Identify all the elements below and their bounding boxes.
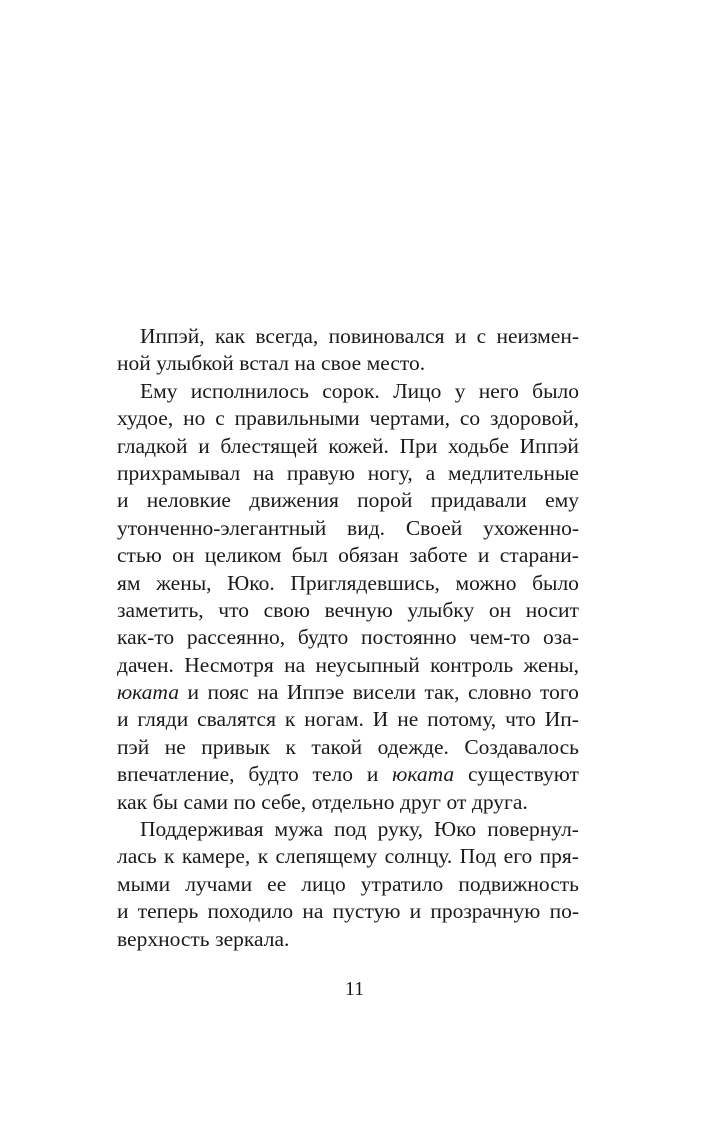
word: себе, bbox=[261, 789, 307, 814]
word: ее bbox=[267, 871, 287, 896]
text-line bbox=[117, 871, 579, 898]
word: он bbox=[488, 597, 512, 622]
text-line bbox=[117, 706, 579, 733]
word: вечную bbox=[324, 597, 393, 622]
word: Под bbox=[459, 844, 497, 869]
word: и bbox=[366, 762, 379, 787]
word: к bbox=[257, 844, 269, 869]
word: мужа bbox=[274, 817, 323, 842]
text-line bbox=[117, 761, 579, 788]
word: и bbox=[117, 899, 129, 924]
word: заботе bbox=[409, 543, 468, 568]
word: лась bbox=[117, 844, 157, 869]
word: встал bbox=[239, 351, 289, 376]
word: к bbox=[164, 844, 175, 869]
word: походило bbox=[207, 899, 294, 924]
word: правильными bbox=[234, 406, 360, 431]
word: Поддерживая bbox=[140, 817, 264, 842]
word: мыми bbox=[117, 871, 171, 896]
word: верхность bbox=[117, 926, 210, 951]
word: улыбку bbox=[407, 597, 475, 622]
word: слепящему bbox=[275, 844, 378, 869]
word: Юко. bbox=[227, 570, 275, 595]
word: порой bbox=[357, 488, 413, 513]
word: пояс bbox=[207, 680, 249, 705]
word: его bbox=[503, 844, 533, 869]
word: неловкие bbox=[146, 488, 231, 513]
word: под bbox=[334, 817, 367, 842]
word: пустую bbox=[332, 899, 401, 924]
text-line bbox=[117, 898, 579, 925]
text-line bbox=[117, 405, 579, 432]
word: неизмен- bbox=[496, 324, 579, 348]
word: правую bbox=[286, 460, 355, 485]
word: не bbox=[164, 734, 186, 759]
word: него bbox=[478, 378, 519, 403]
word: утратило bbox=[360, 871, 444, 896]
word: дачен. bbox=[117, 652, 174, 677]
word: утонченно-элегантный bbox=[117, 515, 327, 540]
text-line bbox=[117, 789, 579, 816]
word: с bbox=[476, 324, 487, 348]
word: ходьбе bbox=[448, 433, 510, 458]
word: и bbox=[117, 488, 129, 513]
word: При bbox=[399, 433, 438, 458]
word: как bbox=[117, 789, 148, 814]
word: контроль bbox=[430, 652, 514, 677]
text-line bbox=[117, 542, 579, 569]
word: к bbox=[285, 734, 296, 759]
word: лицо bbox=[301, 871, 346, 896]
word: так, bbox=[424, 680, 460, 705]
word: Своей bbox=[405, 515, 463, 540]
word: неусыпный bbox=[315, 652, 420, 677]
word: старани- bbox=[499, 543, 579, 568]
word: вид. bbox=[347, 515, 386, 540]
text-line bbox=[117, 926, 579, 953]
word: на bbox=[302, 899, 324, 924]
word: такой bbox=[311, 734, 363, 759]
word: носит bbox=[525, 597, 579, 622]
text-line bbox=[117, 487, 579, 514]
word: висели bbox=[352, 680, 416, 705]
word: Юко bbox=[433, 817, 477, 842]
word: а bbox=[425, 460, 436, 485]
word: Ип- bbox=[544, 707, 579, 732]
word: что bbox=[218, 597, 249, 622]
word: прихрамывал bbox=[117, 460, 241, 485]
text-line bbox=[117, 679, 579, 706]
word: Иппэй, bbox=[140, 324, 205, 348]
word: гляди bbox=[137, 707, 189, 732]
word: всегда, bbox=[255, 324, 319, 348]
word: что bbox=[505, 707, 536, 732]
word: по- bbox=[549, 899, 579, 924]
text-line bbox=[117, 843, 579, 870]
word: со bbox=[459, 406, 481, 431]
word: друга. bbox=[471, 789, 528, 814]
body-text bbox=[117, 323, 579, 953]
word: как bbox=[214, 324, 246, 348]
word: ногу, bbox=[367, 460, 413, 485]
text-line bbox=[117, 460, 579, 487]
word: рассеянно, bbox=[186, 625, 286, 650]
text-line bbox=[117, 323, 579, 350]
word: будто bbox=[297, 625, 349, 650]
text-line bbox=[117, 816, 579, 843]
word: у bbox=[454, 378, 466, 403]
word: прозрачную bbox=[430, 899, 541, 924]
text-line bbox=[117, 570, 579, 597]
word: чертами, bbox=[369, 406, 451, 431]
word: было bbox=[532, 570, 579, 595]
word: Иппэе bbox=[286, 680, 345, 705]
word: гладкой bbox=[117, 433, 188, 458]
word: подвижность bbox=[458, 871, 579, 896]
word: по bbox=[233, 789, 256, 814]
word: обязан bbox=[338, 543, 399, 568]
word: кожей. bbox=[328, 433, 389, 458]
word: но bbox=[183, 406, 206, 431]
word: руку, bbox=[377, 817, 423, 842]
word: свою bbox=[263, 597, 310, 622]
word: будто bbox=[248, 762, 299, 787]
word: и bbox=[187, 680, 200, 705]
word: друг bbox=[400, 789, 441, 814]
word: Несмотря bbox=[184, 652, 274, 677]
word: как-то bbox=[117, 625, 175, 650]
word: заметить, bbox=[117, 597, 204, 622]
word: было bbox=[532, 378, 579, 403]
word: не bbox=[397, 707, 419, 732]
word: привык bbox=[201, 734, 270, 759]
word: блестящей bbox=[220, 433, 318, 458]
text-line bbox=[117, 734, 579, 761]
word: существуют bbox=[468, 762, 579, 787]
word: движения bbox=[249, 488, 339, 513]
word: целиком bbox=[204, 543, 282, 568]
word: на bbox=[257, 680, 279, 705]
word: и bbox=[477, 543, 490, 568]
word: свое bbox=[321, 351, 362, 376]
word: здоровой, bbox=[490, 406, 579, 431]
word: на bbox=[294, 351, 316, 376]
word: Приглядевшись, bbox=[290, 570, 440, 595]
word: ногам. bbox=[304, 707, 364, 732]
word: улыбкой bbox=[156, 351, 234, 376]
word: солнцу. bbox=[384, 844, 453, 869]
page-number: 11 bbox=[344, 978, 365, 1000]
word: пэй bbox=[117, 734, 150, 759]
word: теперь bbox=[137, 899, 199, 924]
text-line bbox=[117, 652, 579, 679]
word: и bbox=[454, 324, 467, 348]
text-line bbox=[117, 624, 579, 651]
word: впечатление, bbox=[117, 762, 235, 787]
paragraph bbox=[117, 323, 579, 378]
word: пря- bbox=[539, 844, 579, 869]
word: жены, bbox=[156, 570, 212, 595]
word: был bbox=[291, 543, 328, 568]
word: повернул- bbox=[487, 817, 579, 842]
word: с bbox=[215, 406, 225, 431]
word: он bbox=[172, 543, 195, 568]
word: Иппэй bbox=[519, 433, 579, 458]
paragraph bbox=[117, 378, 579, 816]
word: зеркала. bbox=[215, 926, 290, 951]
word: придавали bbox=[430, 488, 527, 513]
word: к bbox=[284, 707, 296, 732]
word: и bbox=[409, 899, 422, 924]
word: медлительные bbox=[447, 460, 579, 485]
word: того bbox=[540, 680, 579, 705]
text-line bbox=[117, 515, 579, 542]
text-line bbox=[117, 350, 579, 377]
word: сорок. bbox=[322, 378, 380, 403]
word: словно bbox=[468, 680, 532, 705]
word: и bbox=[117, 707, 129, 732]
word: жены, bbox=[523, 652, 579, 677]
word: Создавалось bbox=[464, 734, 579, 759]
word: И bbox=[372, 707, 389, 732]
word: оза- bbox=[543, 625, 579, 650]
word: камере, bbox=[181, 844, 251, 869]
word: можно bbox=[455, 570, 517, 595]
word: отдельно bbox=[311, 789, 395, 814]
word: тело bbox=[312, 762, 353, 787]
word: Лицо bbox=[393, 378, 442, 403]
word: место. bbox=[366, 351, 426, 376]
word: постоянно bbox=[361, 625, 457, 650]
word: Ему bbox=[140, 378, 178, 403]
word: от bbox=[446, 789, 467, 814]
word: стью bbox=[117, 543, 162, 568]
word: и bbox=[198, 433, 210, 458]
word: ной bbox=[117, 351, 151, 376]
word: исполнилось bbox=[190, 378, 309, 403]
word: повиновался bbox=[328, 324, 445, 348]
word: ухоженно- bbox=[483, 515, 579, 540]
word: лучами bbox=[185, 871, 253, 896]
text-line bbox=[117, 597, 579, 624]
italic-word: юката bbox=[392, 762, 455, 787]
italic-word: юката bbox=[117, 680, 179, 705]
word: чем-то bbox=[469, 625, 531, 650]
word: потому, bbox=[427, 707, 497, 732]
word: на bbox=[253, 460, 275, 485]
word: сами bbox=[183, 789, 228, 814]
word: ям bbox=[117, 570, 141, 595]
word: худое, bbox=[117, 406, 174, 431]
text-line bbox=[117, 378, 579, 405]
word: ему bbox=[545, 488, 579, 513]
text-line bbox=[117, 433, 579, 460]
word: одежде. bbox=[377, 734, 449, 759]
paragraph bbox=[117, 816, 579, 953]
word: бы bbox=[152, 789, 178, 814]
word: на bbox=[284, 652, 306, 677]
word: свалятся bbox=[197, 707, 276, 732]
